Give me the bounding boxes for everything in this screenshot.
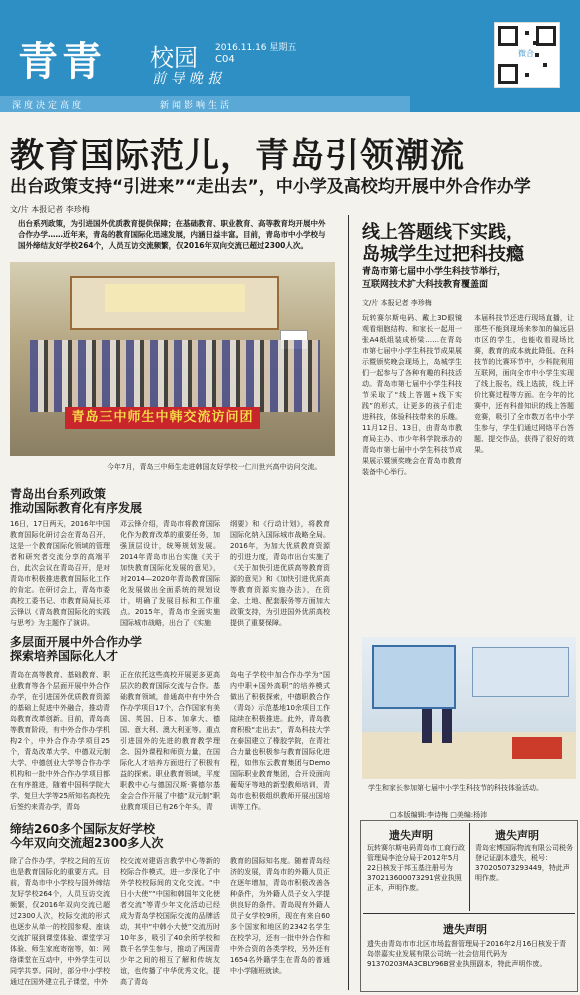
masthead (0, 0, 580, 112)
section3-col1: 除了合作办学，学校之间的互访也是教育国际化的重要方式。目前，青岛市中小学校与国外缔结友好学校264个，人员互访交流频繁，仅2016年双向交流已超过2300人次，校际交流的形式也逐步从单一的校园参观、座谈交流扩展到课堂体验、课堂学习体验、师生家庭寄宿等，如：网络课堂在互动中，中外学生可以同学共享。同时，部分中小学校通过在国外建立孔子课堂，中外 (10, 857, 110, 986)
right-subheadline-line2: 互联网技术扩大科技教育覆盖面 (362, 280, 489, 290)
exhibit-board (372, 645, 456, 709)
right-subheadline (362, 266, 506, 292)
visitor-figure (422, 709, 432, 743)
red-banner: 青岛三中师生中韩交流访问团 (65, 407, 260, 429)
visitor-figure (442, 709, 452, 743)
notice2-title: 遗失声明 (495, 829, 539, 842)
lead-paragraph: 出台系列政策，为引进国外优质教育提供保障；在基础教育、职业教育、高等教育均开展中外合作办学……近年来，青岛的教育国际化迅速发展，内涵日益丰富。目前，青岛市中小学校与国外缔结友好学校264个，人员互访交流频繁，仅2016年双向交流已超过2300人次。 (18, 219, 326, 250)
lost-notices-box (360, 820, 578, 992)
section1-col3: 纲要》和《行动计划》，将教育国际化纳入国际城市战略全局。2016年，为加大优质教育资源的引进力度，青岛市出台实施了《关于加快引进优质高等教育资源的意见》和《加快引进优质高等教育资源实施办法》，在资金、土地、配套服务等方面加大政策支持，为引进国外优质高校提供了重要保障。 (230, 520, 330, 627)
qr-label: 微合 (518, 49, 534, 58)
main-byline: 文/片 本报记者 李珍梅 (10, 205, 90, 214)
section2-title-line1: 多层面开展中外合作办学 (10, 635, 143, 649)
page-number: C04 (215, 54, 235, 65)
science-festival-photo (362, 637, 576, 779)
photo2-caption: 学生和家长参加第七届中小学生科技节的科技体验活动。 (368, 784, 543, 792)
notice1-title: 遗失声明 (389, 829, 433, 842)
students-group (30, 340, 320, 412)
section1-col2: 邓云锋介绍，青岛市将教育国际化作为教育改革的重要任务，加强顶层设计，统筹规划发展。2014年青岛市出台实施《关于加快教育国际化发展的意见》，对2014—2020年青岛教育国际化发展做出全面系统的规划设计，明确了发展目标和工作重点。2015年，青岛市全面实施国际城市战略，出台了《实施 (120, 520, 220, 627)
section3-col3: 教育的国际知名度。随着青岛经济的发展，青岛市的外籍人员正在逐年增加，青岛市积极改善各种条件，为外籍人员子女入学提供良好的条件。青岛现有外籍人员子女学校9所，现在有来自60多个国家和地区的2342名学生在校学习，还有一批中外合作和中外合资的各类学校，另外还有1654名外籍学生在青岛的普通中小学随班就读。 (230, 857, 330, 975)
slogan-right: 新闻影响生活 (160, 101, 233, 111)
section2-col2: 正在依托这些高校开展更多更高层次的教育国际交流与合作。基础教育领域，普通高中有中外合作办学项目17个，合作国家有美国、英国、日本、加拿大、德国、意大利、澳大利亚等。重点引进国外的先进的教育教学理念、国外课程和师资力量，在国际化人才培养方面进行了积极有益的探索。职业教育领域，平度职教中心与德国汉斯·赛德尔基金会合作开展了中德“双元制”职业教育项目已有26个年头，青 (120, 671, 220, 811)
right-col2: 本届科技节还进行现场直播，让那些不能到现场来参加的偏远县市区的学生，也能收看现场比赛，教育的成本就此降低。在科技节的比赛环节中，少科院利用互联网，面向全市中小学生实现了线上报名，线上选拔，线上评价比赛过程等方面。在今年的比赛中，还有科普知识的线上答题竞赛，吸引了全市数万名中小学生参与，学生们通过网络平台答题、提交作品，获得了很好的效果。 (474, 314, 574, 454)
stage-banner (105, 284, 245, 312)
section2-col1: 青岛在高等教育、基础教育、职业教育等各个层面开展中外合作办学，在引进国外优质教育资源的基础上促进中外融合，推动青岛教育改革创新。目前，青岛高等教育阶段，有中外合作办学机构2个，中外合作办学项目25个，青岛改革大学、中德双元制大学、中德创业大学等合作办学机构和一批中外合作办学项目都在有序推进，随着中国科学院大学、复旦大学等25所知名高校先后签约来青办学，青岛 (10, 671, 110, 811)
editor-credits: □本版编辑:李诗梅 □美编:杨沛 (390, 811, 488, 819)
exhibit-table (512, 737, 562, 759)
right-col1: 玩转赛尔斯电码、戴上3D眼镜观看细胞结构、和家长一起用一张A4纸组装成桥梁……在青岛市第七届中小学生科技节成果展示暨颁奖晚会现场上，岛城学生们一起参与了各种有趣的科技活动。青岛市第七届中小学生科技节采取了“线上答题+线下实践”的形式，让更多的孩子们走进科技，体验科技带来的乐趣。11月12日、13日，由青岛市教育局主办、市少年科学院承办的青岛市第七届中小学生科技节成果展示暨颁奖晚会在青岛市教育装备中心举行。 (362, 314, 462, 476)
masthead-section: 校园 (150, 44, 198, 72)
slogan-left: 深度决定高度 (12, 101, 85, 111)
column-divider (348, 215, 349, 990)
section1-title-line2: 推动国际教育化有序发展 (10, 501, 143, 515)
section3-col2: 校交流对建语言教学中心等新的校际合作模式，进一步深化了中外学校校际间的文化交流。“中日小大使”“中国和韩国年文化使者交流”等青少年文化活动已经成为青岛学校国际交流的品牌活动，其中“中韩小大使”交流历时10年多，吸引了40余所学校和数千名学生参与，推动了两国青少年之间的相互了解和传统友谊，也传播了中华优秀文化，提高了青岛 (120, 857, 220, 986)
section1-title-line1: 青岛出台系列政策 (10, 487, 107, 501)
display-screen (472, 647, 569, 697)
exchange-group-photo (10, 262, 335, 456)
masthead-title: 青青 (18, 38, 106, 85)
main-subheadline: 出台政策支持“引进来”“走出去”，中小学及高校均开展中外合作办学 (10, 177, 531, 197)
right-headline-line2: 岛城学生过把科技瘾 (362, 244, 524, 265)
right-headline-line1: 线上答题线下实践， (362, 222, 524, 243)
slogan-bar (0, 96, 410, 112)
main-headline: 教育国际范儿，青岛引领潮流 (10, 136, 465, 176)
section3-title-line1: 缔结260多个国际友好学校 (10, 822, 156, 836)
notice-divider (363, 913, 575, 914)
section1-col1: 16日，17日两天，2016年中国教育国际化研讨会在青岛召开，这是一个教育国际化领域的管理者和研究者交流分享的高端平台，此次会议在青岛召开，是对青岛市积极推进教育国际化工作的肯定。在研讨会上，青岛市委高校工委书记、市教育局局长邓云锋以《青岛教育国际化的实践与思考》为主题作了演讲。 (10, 520, 110, 627)
notice2-text: 青岛宏博国际物流有限公司税务登记证副本遗失，税号：370205073293449，特此声明作废。 (475, 844, 573, 882)
notice3-title: 遗失声明 (443, 923, 487, 936)
notice-divider (469, 823, 470, 911)
newspaper-brand: 前 导 晚 报 (152, 71, 222, 87)
section3-title-line2: 今年双向交流超2300多人次 (10, 836, 164, 850)
right-subheadline-line1: 青岛市第七届中小学生科技节举行， (362, 267, 507, 277)
issue-date: 2016.11.16 星期五 (215, 43, 297, 53)
notice1-text: 玩转赛尔斯电码青岛市工商行政管理局李沧分局于2012年5月22日核发于邦玉基注册号为370213600073291营业执照正本，声明作废。 (367, 844, 465, 892)
photo1-caption: 今年7月，青岛三中师生走进韩国友好学校一仁川世兴高中访问交流。 (107, 463, 322, 471)
section2-title-line2: 探索培养国际化人才 (10, 649, 119, 663)
section2-col3: 岛电子学校中加合作办学为“国内中职+国外高职”的培养模式做出了积极探索，中德职教合作（青岛）示范基地10余项目工作陆续在积极推进。此外，青岛教育积极“走出去”，青岛科技大学在泰国建立了橡胶学院，在青社合力量也积极参与教育国际化进程，如伟东云教育集团与Demo国际职业教育集团，合开设面向葡萄牙等地的新型教师培训，青岛市也积极组织教师开展出国培训等工作。 (230, 671, 330, 811)
right-headline (362, 222, 524, 266)
notice3-text: 遗失由青岛市市北区市场监督管理局于2016年2月16日核发于青岛崇嘉实业发展有限公司统一社会信用代码为91370203MA3CBLY96B营业执照副本，特此声明作废。 (367, 940, 567, 968)
right-byline: 文/片 本报记者 李珍梅 (362, 299, 432, 307)
